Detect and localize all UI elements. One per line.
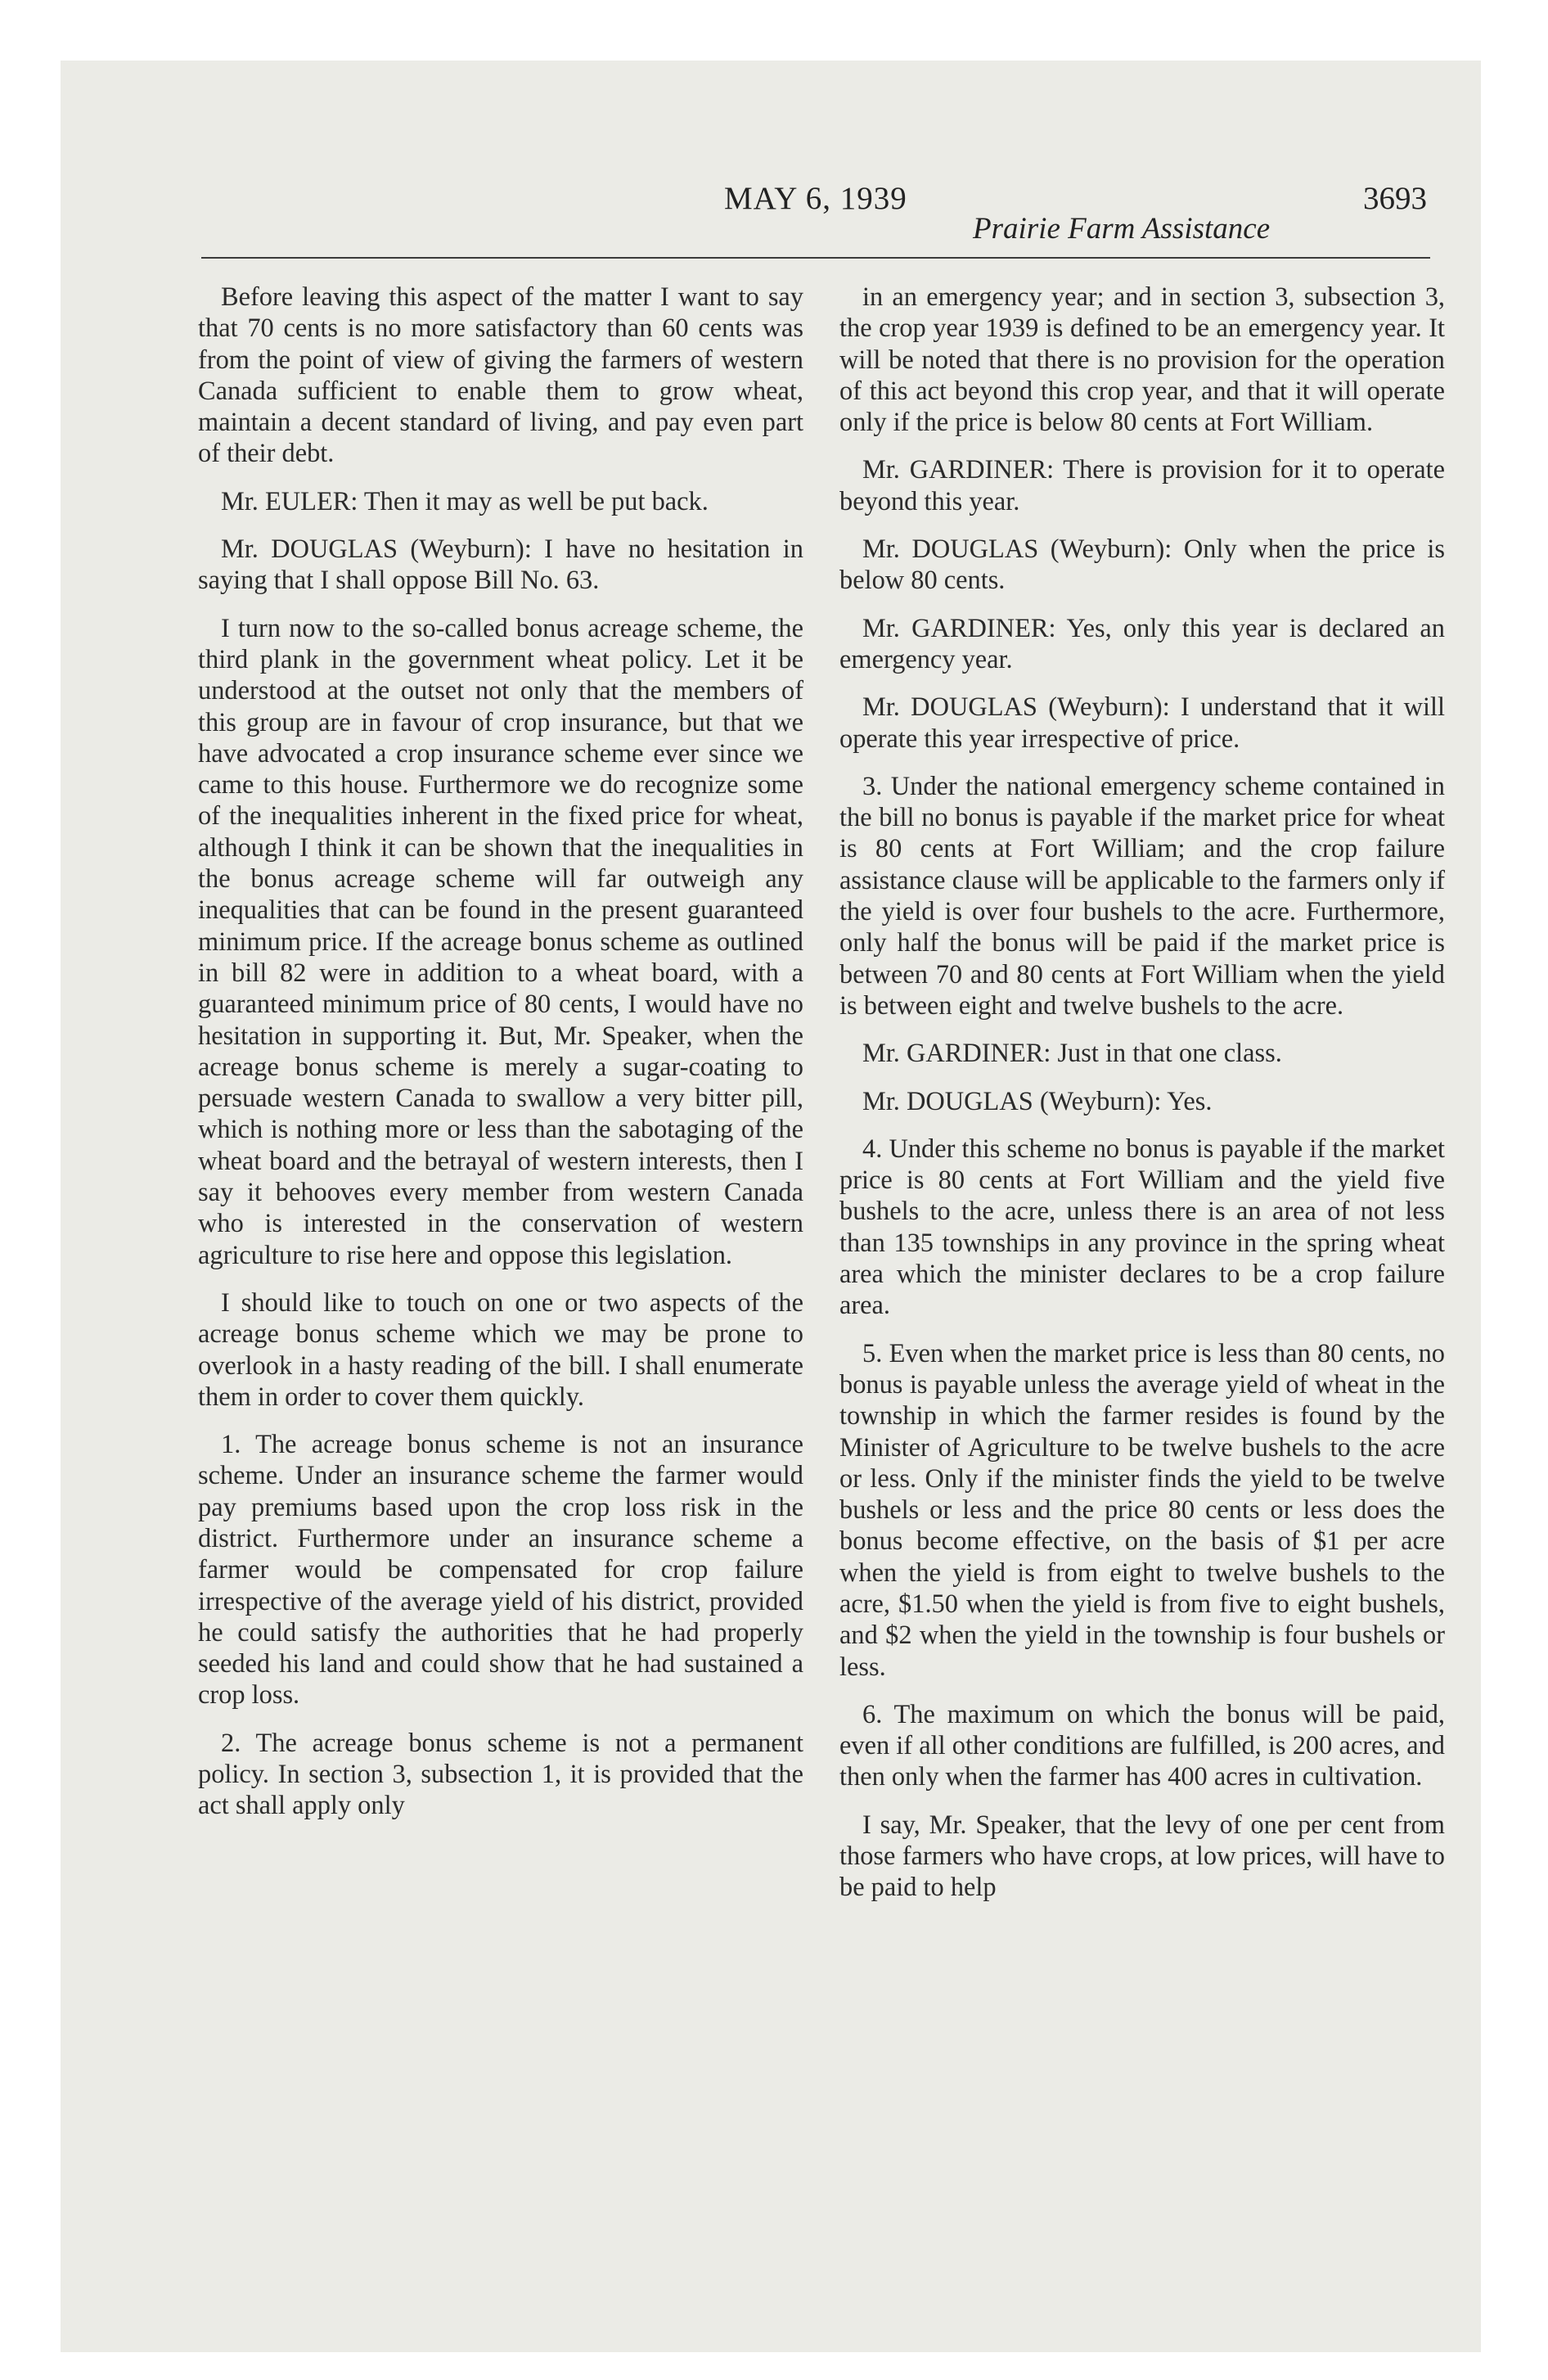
paragraph: Mr. EULER: Then it may as well be put back. (221, 486, 709, 516)
page-header (198, 180, 1427, 246)
page-sheet (61, 61, 1481, 2352)
paragraph: Mr. DOUGLAS (Weyburn): Yes. (862, 1086, 1213, 1116)
paragraph: Mr. GARDINER: There is provision for it to operate beyond this year. (839, 455, 1445, 516)
right-column (839, 282, 1445, 1920)
header-rule (201, 257, 1430, 259)
paragraph: I turn now to the so-called bonus acreage scheme, the third plank in the government wheat policy. Let it be understood at the outset not only that the members of this group are in favour of crop insurance, but that we have advocated a crop insurance scheme ever since we came to this house. Furthermore we do recognize some of the inequalities inherent in the fixed price for wheat, although I think it can be shown that the inequalities in the bonus acreage scheme will far outweigh any inequalities that can be found in the present guaranteed minimum price. If the acreage bonus scheme as outlined in bill 82 were in addition to a wheat board, with a guaranteed minimum price of 80 cents, I would have no hesitation in supporting it. But, Mr. Speaker, when the acreage bonus scheme is merely a sugar-coating to persuade western Canada to swallow a very bitter pill, which is nothing more or less than the sabotaging of the wheat board and the betrayal of western interests, then I say it behooves every member from western Canada who is interested in the conservation of western agriculture to rise here and oppose this legislation. (198, 613, 803, 1270)
header-date: MAY 6, 1939 (724, 181, 907, 216)
paragraph: 3. Under the national emergency scheme contained in the bill no bonus is payable if the market price for wheat is 80 cents at Fort William; and the crop failure assistance clause will be applicable to the farmers only if the yield is over four bushels to the acre. Furthermore, only half the bonus will be paid if the market price is between 70 and 80 cents at Fort William when the yield is between eight and twelve bushels to the acre. (839, 771, 1445, 1021)
paragraph: 4. Under this scheme no bonus is payable if the market price is 80 cents at Fort William and the yield five bushels to the acre, unless there is an area of not less than 135 townships in any province in the spring wheat area which the minister declares to be a crop failure area. (839, 1134, 1445, 1321)
paragraph: Mr. DOUGLAS (Weyburn): I have no hesitation in saying that I shall oppose Bill No. 63. (198, 534, 803, 596)
paragraph: Mr. GARDINER: Just in that one class. (862, 1039, 1282, 1069)
paragraph: Mr. DOUGLAS (Weyburn): I understand that it will operate this year irrespective of price. (839, 692, 1445, 754)
paragraph: I say, Mr. Speaker, that the levy of one per cent from those farmers who have crops, at low prices, will have to be paid to help (839, 1810, 1445, 1903)
paragraph: Mr. DOUGLAS (Weyburn): Only when the price is below 80 cents. (839, 534, 1445, 596)
paragraph: in an emergency year; and in section 3, subsection 3, the crop year 1939 is defined to be an emergency year. It will be noted that there is no provision for the operation of this act beyond this crop year, and that it will operate only if the price is below 80 cents at Fort William. (839, 282, 1445, 438)
paragraph: I should like to touch on one or two aspects of the acreage bonus scheme which we may be prone to overlook in a hasty reading of the bill. I shall enumerate them in order to cover them quickly. (198, 1287, 803, 1412)
paragraph: Before leaving this aspect of the matter I want to say that 70 cents is no more satisfactory than 60 cents was from the point of view of giving the farmers of western Canada sufficient to enable them to grow wheat, maintain a decent standard of living, and pay even part of their debt. (198, 282, 803, 469)
paragraph: 2. The acreage bonus scheme is not a permanent policy. In section 3, subsection 1, it is provided that the act shall apply only (198, 1728, 803, 1821)
left-column (198, 282, 803, 1838)
paragraph: 5. Even when the market price is less than 80 cents, no bonus is payable unless the average yield of wheat in the township in which the farmer resides is found by the Minister of Agriculture to be twelve bushels to the acre or less. Only if the minister finds the yield to be twelve bushels or less and the price 80 cents or less does the bonus become effective, on the basis of $1 per acre when the yield is from eight to twelve bushels to the acre, $1.50 when the yield is from five to eight bushels, and $2 when the yield in the township is four bushels or less. (839, 1338, 1445, 1682)
paragraph: 6. The maximum on which the bonus will be paid, even if all other conditions are fulfilled, is 200 acres, and then only when the farmer has 400 acres in cultivation. (839, 1699, 1445, 1792)
running-title: Prairie Farm Assistance (973, 212, 1271, 246)
page-number: 3693 (1363, 181, 1427, 216)
paragraph: Mr. GARDINER: Yes, only this year is declared an emergency year. (839, 613, 1445, 674)
paragraph: 1. The acreage bonus scheme is not an insurance scheme. Under an insurance scheme the farmer would pay premiums based upon the crop loss risk in the district. Furthermore under an insurance scheme a farmer would be compensated for crop failure irrespective of the average yield of his district, provided he could satisfy the authorities that he had properly seeded his land and could show that he had sustained a crop loss. (198, 1430, 803, 1711)
